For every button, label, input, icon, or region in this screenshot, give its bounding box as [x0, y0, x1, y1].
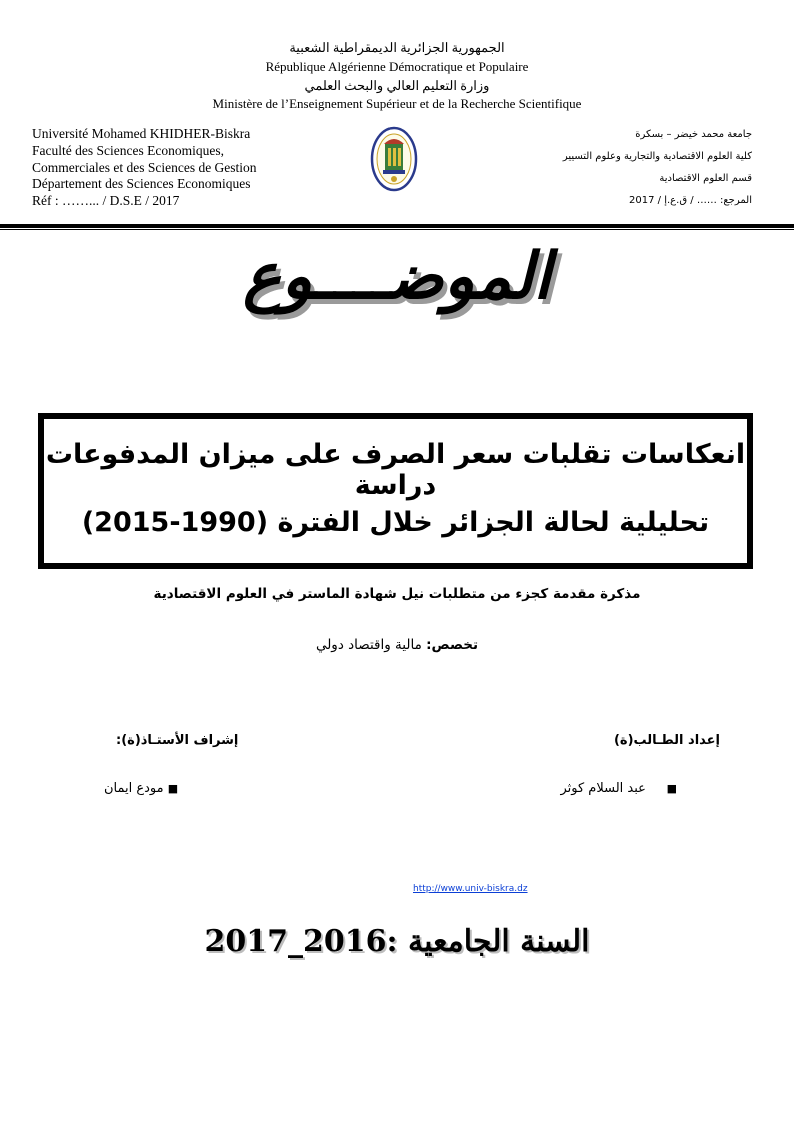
- faculty-name-ar: كلية العلوم الاقتصادية والتجارية وعلوم التسيير: [562, 151, 752, 162]
- subject-heading: الموضــــوع: [243, 240, 551, 314]
- supervisor-name: مودع ايمان: [104, 781, 164, 796]
- student-name-item: [560, 781, 677, 796]
- reference-ar: المرجع: …… / ق.ع.إ / 2017: [629, 195, 752, 206]
- specialization-label: تخصص:: [426, 637, 479, 653]
- university-french-block: [32, 126, 312, 210]
- university-arabic-block: [492, 124, 752, 212]
- header-divider-thin: [0, 229, 794, 230]
- academic-year: السنة الجامعية :2016_2017: [204, 924, 590, 959]
- ministry-french: Ministère de l’Enseignement Supérieur et de la Recherche Scientifique: [212, 96, 582, 111]
- supervised-by-label: إشراف الأستـاذ(ة):: [116, 733, 239, 748]
- university-name-ar: جامعة محمد خيضر – بسكرة: [635, 129, 752, 140]
- prepared-by-label: إعداد الطـالب(ة): [613, 733, 720, 748]
- university-website-link[interactable]: http://www.univ-biskra.dz: [413, 884, 528, 894]
- faculty-name-fr: Faculté des Sciences Economiques,: [32, 142, 224, 158]
- department-name-fr: Département des Sciences Economiques: [32, 176, 251, 192]
- department-name-ar: قسم العلوم الاقتصادية: [659, 173, 752, 184]
- ministry-arabic: وزارة التعليم العالي والبحث العلمي: [304, 78, 490, 93]
- student-name: عبد السلام كوثر: [560, 781, 646, 796]
- thesis-title-line-1: انعكاسات تقلبات سعر الصرف على ميزان المدفوعات دراسة: [45, 439, 746, 501]
- university-name-fr: Université Mohamed KHIDHER-Biskra: [32, 126, 251, 141]
- republic-french: République Algérienne Démocratique et Populaire: [265, 59, 529, 74]
- specialization-value: مالية واقتصاد دولي: [315, 637, 422, 653]
- specialization: [0, 637, 794, 653]
- memo-description: مذكرة مقدمة كجزء من متطلبات نيل شهادة الماستر في العلوم الاقتصادية: [153, 586, 641, 602]
- university-emblem-icon: [370, 126, 418, 192]
- bullet-icon: ■: [666, 782, 677, 795]
- supervisor-name-item: [104, 781, 178, 796]
- thesis-title-line-2: تحليلية لحالة الجزائر خلال الفترة (1990-2015): [81, 507, 710, 538]
- thesis-title-box: [38, 413, 753, 569]
- faculty-name-fr-cont: Commerciales et des Sciences de Gestion: [32, 159, 257, 175]
- republic-arabic: الجمهورية الجزائرية الديمقراطية الشعبية: [289, 40, 505, 55]
- header-divider: [0, 224, 794, 228]
- bullet-icon: ■: [167, 782, 179, 795]
- reference-fr: Réf : ……... / D.S.E / 2017: [32, 193, 180, 209]
